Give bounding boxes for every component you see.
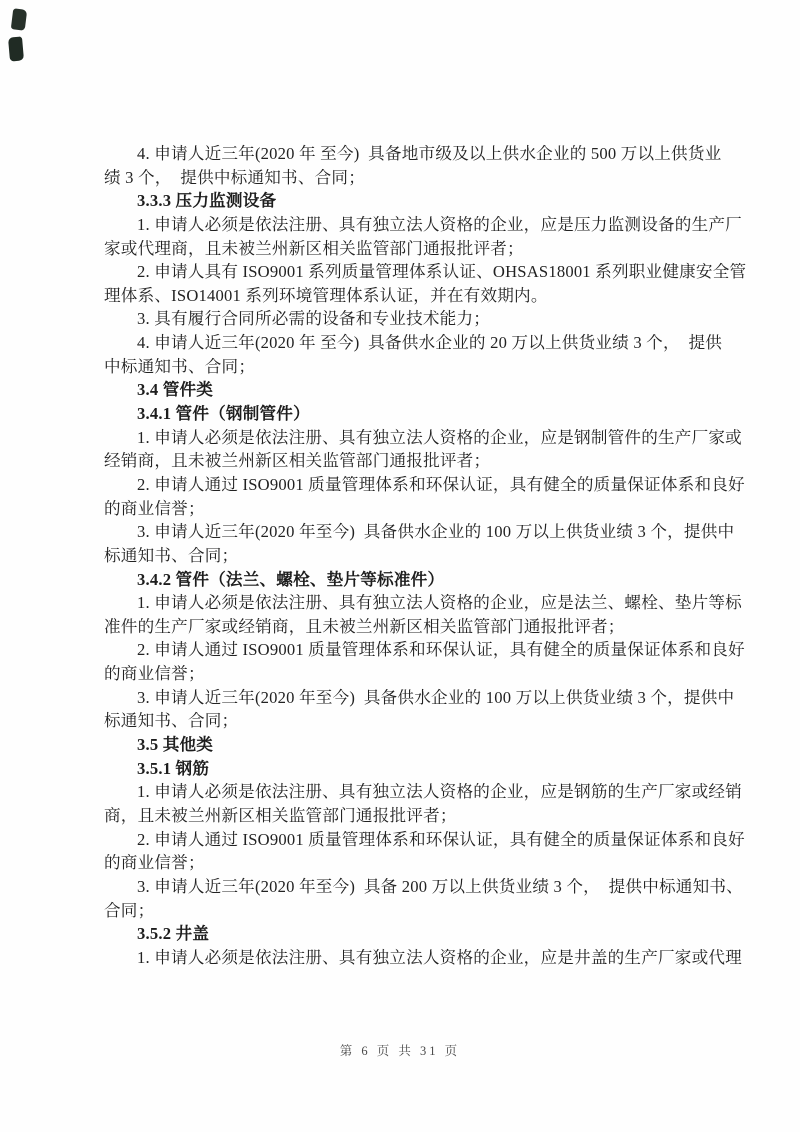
text-line: 的商业信誉； — [104, 664, 205, 684]
text-line: 2. 申请人通过 ISO9001 质量管理体系和环保认证，具有健全的质量保证体系和良好 — [137, 474, 745, 494]
section-heading: 3.5 其他类 — [137, 735, 214, 755]
page-number-footer: 第 6 页 共 31 页 — [339, 1044, 461, 1058]
section-heading: 3.5.2 井盖 — [137, 924, 210, 944]
text-line: 准件的生产厂家或经销商，且未被兰州新区相关监管部门通报批评者； — [104, 616, 625, 636]
section-heading: 3.3.3 压力监测设备 — [137, 191, 277, 211]
document-body — [104, 142, 747, 969]
text-line: 中标通知书、合同； — [104, 356, 256, 376]
text-line: 3. 申请人近三年(2020 年至今) 具备供水企业的 100 万以上供货业绩 3 个，提供中 — [137, 522, 735, 542]
text-line: 1. 申请人必须是依法注册、具有独立法人资格的企业，应是法兰、螺栓、垫片等标 — [137, 593, 742, 613]
section-heading: 3.4 管件类 — [137, 380, 214, 400]
text-line: 合同； — [104, 900, 155, 920]
text-line: 的商业信誉； — [104, 498, 205, 518]
section-heading: 3.5.1 钢筋 — [137, 758, 210, 778]
text-line: 3. 申请人近三年(2020 年至今) 具备 200 万以上供货业绩 3 个， 提供中标通知书、 — [137, 876, 743, 896]
text-line: 4. 申请人近三年(2020 年 至今) 具备供水企业的 20 万以上供货业绩 3 个， 提供 — [137, 333, 723, 353]
section-heading: 3.4.2 管件（法兰、螺栓、垫片等标准件） — [137, 569, 445, 589]
text-line: 经销商，且未被兰州新区相关监管部门通报批评者； — [104, 451, 491, 471]
text-line: 的商业信誉； — [104, 853, 205, 873]
text-line: 标通知书、合同； — [104, 711, 239, 731]
text-line: 商，且未被兰州新区相关监管部门通报批评者； — [104, 805, 457, 825]
text-line: 1. 申请人必须是依法注册、具有独立法人资格的企业，应是钢筋的生产厂家或经销 — [137, 782, 742, 802]
text-line: 2. 申请人通过 ISO9001 质量管理体系和环保认证，具有健全的质量保证体系和良好 — [137, 829, 745, 849]
text-line: 4. 申请人近三年(2020 年 至今) 具备地市级及以上供水企业的 500 万以上供货业 — [137, 144, 722, 163]
text-line: 3. 申请人近三年(2020 年至今) 具备供水企业的 100 万以上供货业绩 3 个，提供中 — [137, 687, 735, 707]
scan-artifact-icon — [8, 36, 24, 61]
text-line: 2. 申请人通过 ISO9001 质量管理体系和环保认证，具有健全的质量保证体系和良好 — [137, 640, 745, 660]
text-line: 1. 申请人必须是依法注册、具有独立法人资格的企业，应是钢制管件的生产厂家或 — [137, 427, 742, 447]
text-line: 家或代理商，且未被兰州新区相关监管部门通报批评者； — [104, 238, 524, 258]
text-line: 3. 具有履行合同所必需的设备和专业技术能力； — [137, 309, 491, 329]
scan-artifact-icon — [11, 8, 27, 31]
text-line: 绩 3 个， 提供中标通知书、合同； — [104, 167, 366, 187]
text-line: 理体系、ISO14001 系列环境管理体系认证，并在有效期内。 — [104, 285, 548, 305]
text-line: 标通知书、合同； — [104, 545, 239, 565]
text-line: 2. 申请人具有 ISO9001 系列质量管理体系认证、OHSAS18001 系列职业健康安全管 — [137, 262, 747, 282]
text-line: 1. 申请人必须是依法注册、具有独立法人资格的企业，应是压力监测设备的生产厂 — [137, 214, 742, 234]
section-heading: 3.4.1 管件（钢制管件） — [137, 404, 310, 424]
text-line: 1. 申请人必须是依法注册、具有独立法人资格的企业，应是井盖的生产厂家或代理 — [137, 947, 742, 967]
